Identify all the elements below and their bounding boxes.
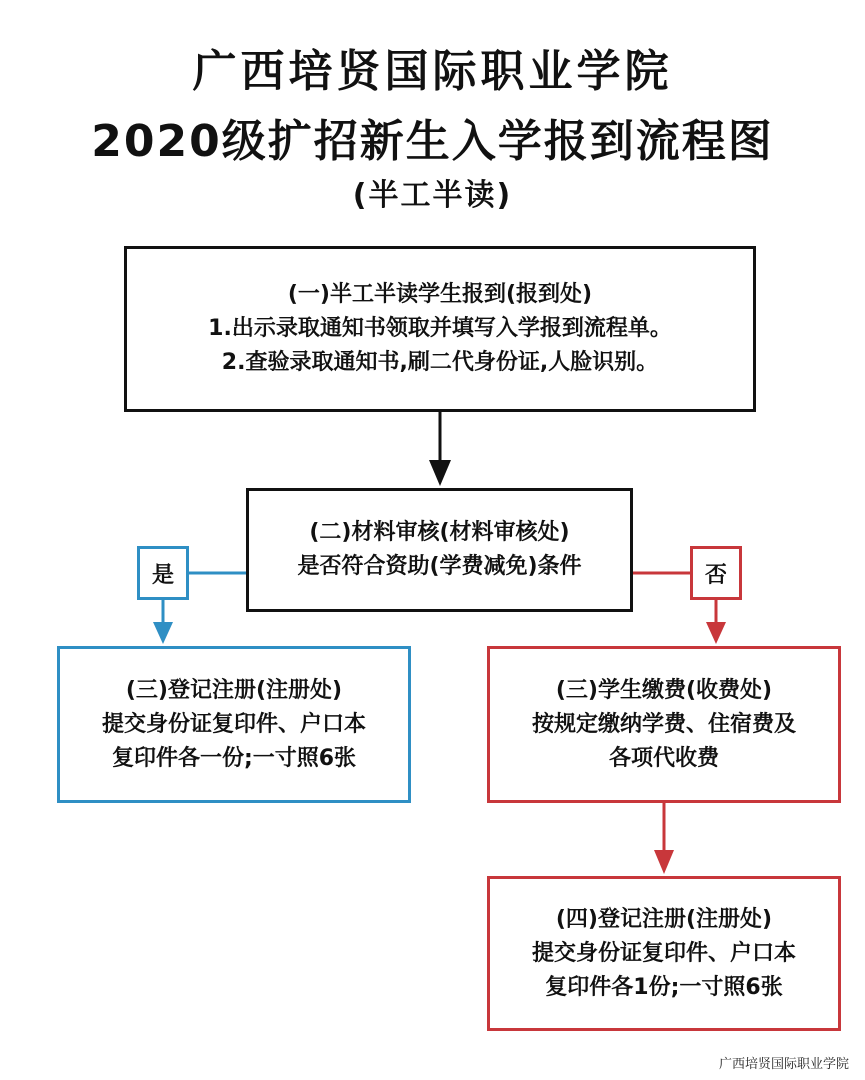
step2-heading: (二)材料审核(材料审核处)	[309, 520, 570, 545]
step3-payment-box	[487, 646, 841, 803]
arrowhead-yes	[153, 622, 173, 644]
title-subtitle: (半工半读)	[352, 178, 513, 213]
step4-line1: 提交身份证复印件、户口本	[531, 940, 796, 966]
step1-line1: 1.出示录取通知书领取并填写入学报到流程单。	[208, 316, 672, 341]
title-school-name: 广西培贤国际职业学院	[192, 46, 673, 97]
step4-line2: 复印件各1份;一寸照6张	[545, 974, 783, 1000]
step1-check-in-box	[124, 246, 756, 412]
step3-payment-line2: 各项代收费	[608, 745, 719, 771]
step3-payment-heading: (三)学生缴费(收费处)	[555, 677, 773, 703]
arrowhead-no	[706, 622, 726, 644]
step3-registration-heading: (三)登记注册(注册处)	[125, 677, 343, 703]
arrowhead-step1-to-step2	[429, 460, 451, 486]
footer-watermark: 广西培贤国际职业学院	[718, 1057, 849, 1072]
step3-registration-line2: 复印件各一份;一寸照6张	[111, 745, 357, 771]
step1-line2: 2.查验录取通知书,刷二代身份证,人脸识别。	[221, 350, 659, 375]
step3-payment-line1: 按规定缴纳学费、住宿费及	[531, 711, 796, 737]
step4-heading: (四)登记注册(注册处)	[555, 906, 773, 932]
title-flowchart-name: 2020级扩招新生入学报到流程图	[91, 116, 774, 167]
yes-label: 是	[137, 546, 189, 600]
step2-line1: 是否符合资助(学费减免)条件	[297, 554, 582, 579]
no-label: 否	[690, 546, 742, 600]
step3-registration-line1: 提交身份证复印件、户口本	[101, 711, 366, 737]
step4-registration-box	[487, 876, 841, 1031]
step1-heading: (一)半工半读学生报到(报到处)	[287, 282, 593, 307]
arrowhead-payment-to-registration	[654, 850, 674, 874]
step2-review-box	[246, 488, 633, 612]
step3-registration-box	[57, 646, 411, 803]
